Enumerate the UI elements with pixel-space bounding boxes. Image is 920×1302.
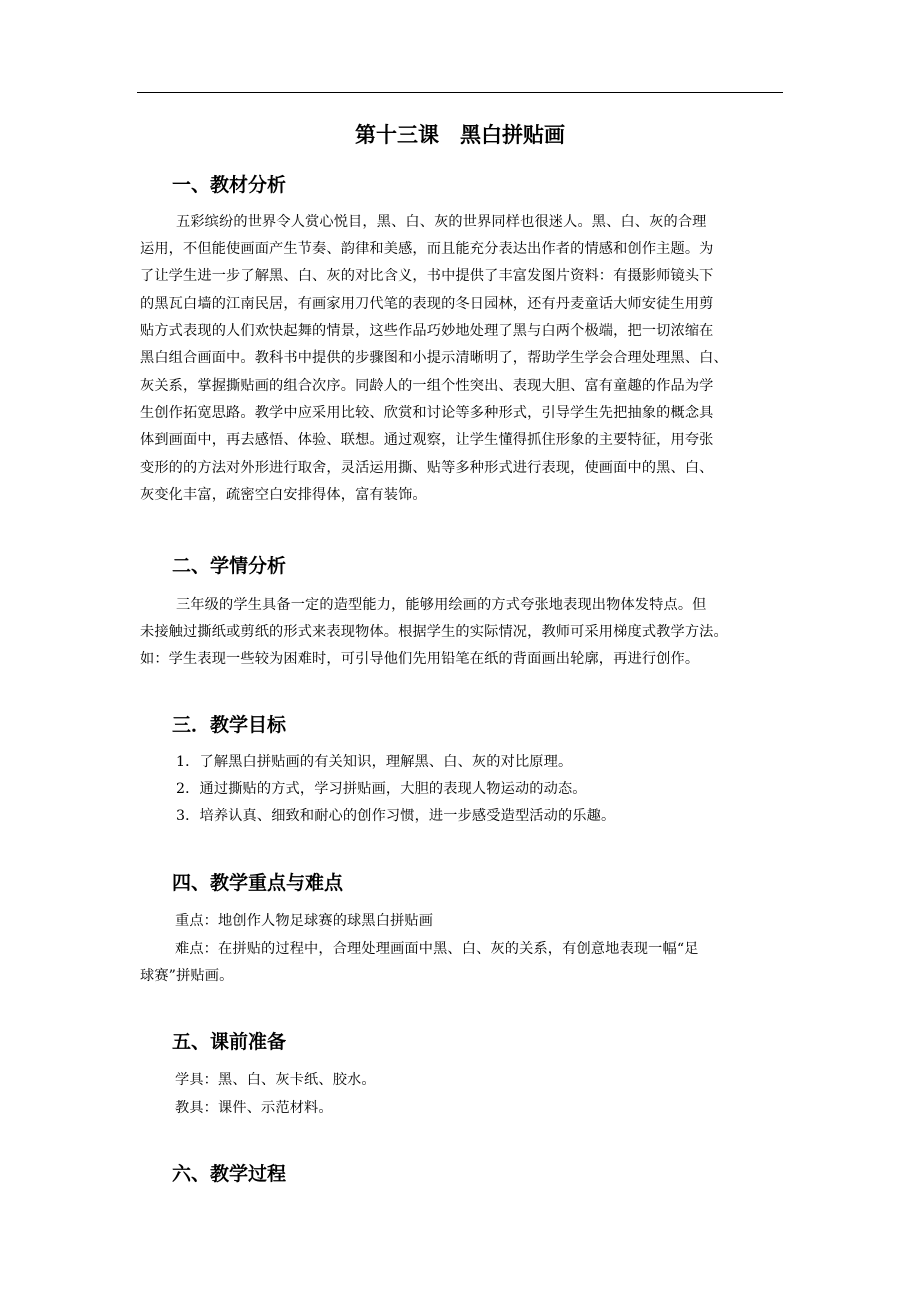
paragraph-line: 五彩缤纷的世界令人赏心悦目，黑、白、灰的世界同样也很迷人。黑、白、灰的合理 — [176, 214, 707, 230]
paragraph-line: 三年级的学生具备一定的造型能力，能够用绘画的方式夸张地表现出物体发特点。但 — [176, 597, 707, 613]
list-item: 1．了解黑白拼贴画的有关知识，理解黑、白、灰的对比原理。 — [176, 754, 573, 770]
section-heading-key-points: 四、教学重点与难点 — [172, 872, 344, 894]
section-heading-teaching-goals: 三．教学目标 — [172, 714, 287, 736]
paragraph-line: 难点：在拼贴的过程中，合理处理画面中黑、白、灰的关系，有创意地表现一幅“足 — [175, 941, 699, 957]
paragraph-line: 贴方式表现的人们欢快起舞的情景，这些作品巧妙地处理了黑与白两个极端，把一切浓缩在 — [140, 323, 714, 339]
section-heading-preparation: 五、课前准备 — [172, 1031, 287, 1053]
paragraph-line: 变形的的方法对外形进行取舍，灵活运用撕、贴等多种形式进行表现，使画面中的黑、白、 — [140, 460, 714, 476]
document-title: 第十三课 黑白拼贴画 — [355, 123, 565, 147]
paragraph-line: 重点：地创作人物足球赛的球黑白拼贴画 — [175, 913, 434, 929]
paragraph-line: 球赛”拼贴画。 — [140, 968, 234, 984]
list-item: 2．通过撕贴的方式，学习拼贴画，大胆的表现人物运动的动态。 — [176, 781, 587, 797]
section-heading-teaching-process: 六、教学过程 — [172, 1163, 287, 1185]
paragraph-line: 未接触过撕纸或剪纸的形式来表现物体。根据学生的实际情况，教师可采用梯度式教学方法。 — [140, 624, 728, 640]
paragraph-line: 如：学生表现一些较为困难时，可引导他们先用铅笔在纸的背面画出轮廓，再进行创作。 — [140, 651, 700, 667]
paragraph-line: 黑白组合画面中。教科书中提供的步骤图和小提示清晰明了，帮助学生学会合理处理黑、白、 — [140, 350, 728, 366]
paragraph-line: 生创作拓宽思路。教学中应采用比较、欣赏和讨论等多种形式，引导学生先把抽象的概念具 — [140, 405, 714, 421]
paragraph-line: 灰变化丰富，疏密空白安排得体，富有装饰。 — [140, 487, 427, 503]
list-item: 3．培养认真、细致和耐心的创作习惯，进一步感受造型活动的乐趣。 — [176, 808, 616, 824]
paragraph-line: 的黑瓦白墙的江南民居，有画家用刀代笔的表现的冬日园林，还有丹麦童话大师安徒生用剪 — [140, 296, 714, 312]
paragraph-line: 体到画面中，再去感悟、体验、联想。通过观察，让学生懂得抓住形象的主要特征，用夸张 — [140, 432, 714, 448]
paragraph-line: 了让学生进一步了解黑、白、灰的对比含义，书中提供了丰富发图片资料：有摄影师镜头下 — [140, 268, 714, 284]
paragraph-line: 运用，不但能使画面产生节奏、韵律和美感，而且能充分表达出作者的情感和创作主题。为 — [140, 241, 714, 257]
paragraph-line: 学具：黑、白、灰卡纸、胶水。 — [175, 1072, 376, 1088]
section-heading-student-analysis: 二、学情分析 — [172, 555, 287, 577]
paragraph-line: 灰关系，掌握撕贴画的组合次序。同龄人的一组个性突出、表现大胆、富有童趣的作品为学 — [140, 378, 714, 394]
paragraph-line: 教具：课件、示范材料。 — [175, 1100, 333, 1116]
section-heading-textbook-analysis: 一、教材分析 — [172, 174, 287, 196]
header-rule — [137, 92, 783, 93]
